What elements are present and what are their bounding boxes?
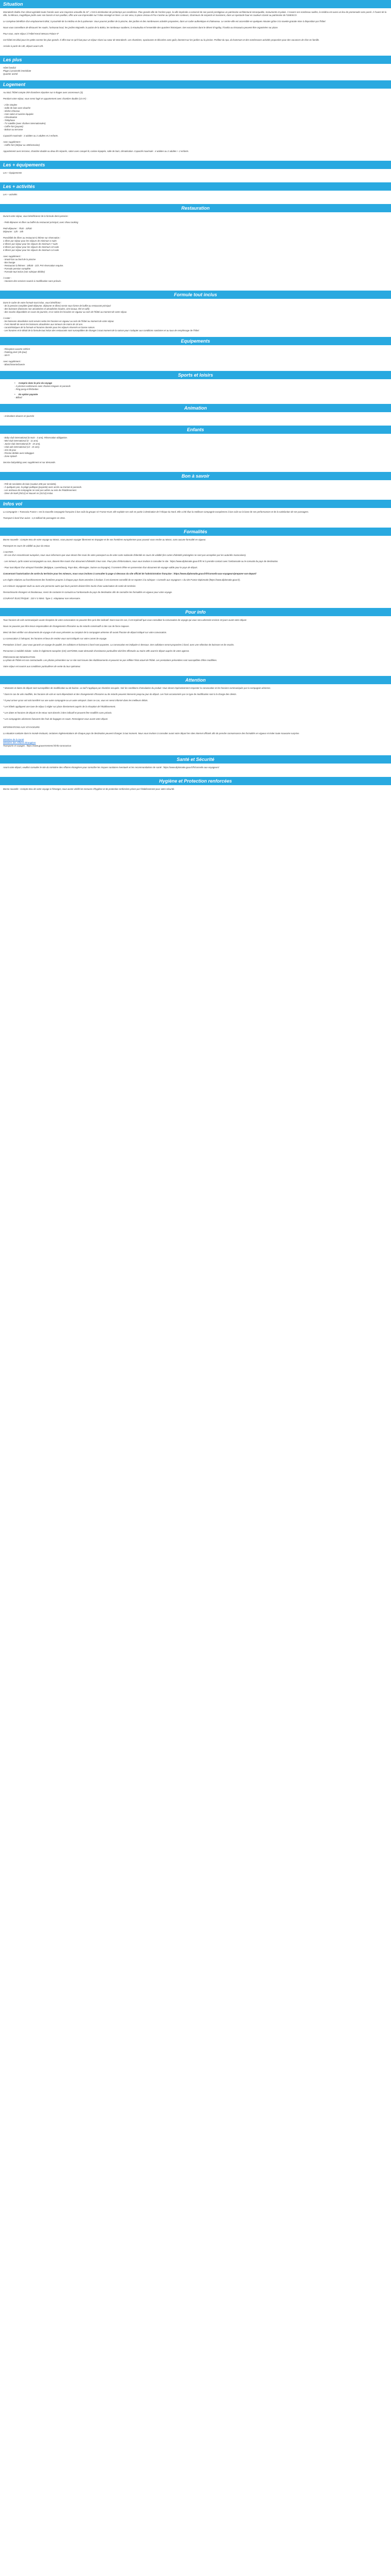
- logement-list: [3, 104, 388, 131]
- restauration-note-label: À noter :: [3, 277, 12, 279]
- section-header-logement: Logement: [0, 80, 391, 89]
- restauration-list-2: [3, 258, 388, 274]
- formalites-text-11: COURANT ÉLECTRIQUE : 220 V à 50Hz. Type C. Adaptateur non nécessaire.: [3, 597, 81, 600]
- list-item: - Club ado international (13 - 15 ans).: [3, 446, 40, 448]
- sante-text: Avant votre départ, veuillez consulter le site du ministère des Affaires étrangères pour connaître les risques sanitaires éventuels et les recommandations de santé : https://www.diplomatie.gouv.fr/fr/conseils-aux-voyageurs/: [3, 766, 219, 769]
- list-item: - À quelques pas, la plage publique (payante) avec accès au transat et parasols.: [3, 486, 82, 488]
- section-enfants: [0, 434, 391, 472]
- hygiene-text: Bonne nouvelle : Compte tenu de votre voyage à l'étranger, nous avons vérifié les mesures d'hygiène et de protection renforcées prises par l'établissement pour votre sécurité.: [3, 788, 175, 790]
- infos-voyageurs-transport: Transports et voyages : https://www.gouvernement.fr/info-coronavirus: [3, 744, 71, 747]
- sports-paid-list: [3, 396, 388, 399]
- list-item: - il est interdit de servir les boissons alcoolisées aux mineurs de moins de 18 ans.: [3, 323, 84, 326]
- plus-item: Quartier animé: [3, 73, 18, 75]
- situation-text-5: Cet hôtel est idéal pour les petits comme les plus grands. Il offre tout ce qu'il faut pour un séjour réussi au cœur de Marrakech. Les chambres, spacieuses et décorées avec goût, donnent sur les jardins ou la piscine. Profitez du spa, du hammam et des nombreuses activités proposées pour des vacances de rêve en famille.: [3, 39, 320, 41]
- formalites-text-8: Les règles relatives au franchissement des frontières propres à chaque pays étant amenées à évoluer, il est vivement conseillé de se reporter à la rubrique « Conseils aux voyageurs » du site France Diplomatie (https://www.diplomatie.gouv.fr).: [3, 579, 241, 581]
- section-header-sante: Santé et Sécurité: [0, 755, 391, 764]
- section-attention: [0, 684, 391, 755]
- section-logement: [0, 89, 391, 161]
- list-item: - Snack-bar au bord de la piscine: [3, 258, 36, 261]
- list-item: - Réception ouverte 24h/24: [3, 348, 30, 350]
- list-item: - TV satellite (avec chaînes internationales): [3, 122, 46, 125]
- activites-text: Les + activités: [3, 193, 18, 196]
- list-item: - Ping-pong et fléchettes: [14, 388, 39, 391]
- pour-info-text-9: Votre séjour est soumis aux conditions particulières de vente du tour opérateur.: [3, 665, 81, 668]
- logement-supplement: - Coffre-fort (3€/jour ou 18€/semaine): [3, 144, 40, 146]
- section-infos-vol: [0, 508, 391, 528]
- situation-text-6: Arrivée à partir de 14h, départ avant 12h.: [3, 45, 44, 47]
- section-situation: [0, 8, 391, 56]
- tout-inclus-note-label: À noter :: [3, 317, 12, 319]
- section-plus: [0, 64, 391, 80]
- pour-info-text-2: Nous ne pouvons pas être tenus responsables de changements d'horaires ou de retards consécutifs à des cas de force majeure.: [3, 625, 129, 628]
- equipements-text: Les + équipements: [3, 172, 22, 174]
- list-item: - Les horaires et le détail de la formule tout inclus des restaurants sont susceptibles de changer à tout moment de la saison pour s'adapter aux conditions sanitaires et au taux de remplissage de l'hôtel.: [3, 329, 200, 332]
- section-equip: [0, 345, 391, 371]
- equip-supplement-label: Avec supplément :: [3, 360, 22, 363]
- section-header-bon-a-savoir: Bon à savoir: [0, 472, 391, 480]
- list-item: - Parking privé (45 /jour): [3, 351, 27, 353]
- list-item: 4 dîners par séjour pour les séjours de minimum 14 nuits: [3, 249, 59, 251]
- sports-included-heading: • Compris dans le prix du voyage: [3, 382, 388, 385]
- list-item: - 2 piscines extérieures avec chaises longues et parasols: [14, 385, 71, 387]
- section-header-plus: Les plus: [0, 56, 391, 64]
- formalites-text-4: - En cas d'un ressortissant européen, nous vous informons que vous devez être muni de votre passeport ou de votre carte nationale d'identité en cours de validité (les cartes d'identité prolongées ne sont pas acceptées par les autorités marocaines).: [3, 554, 247, 556]
- section-header-pour-info: Pour info: [0, 608, 391, 616]
- list-item: - Billard: [14, 396, 22, 399]
- list-item: - de la pension complète (petit-déjeuner, déjeuner et dîner) servie sous forme de buffet au restaurant principal: [3, 304, 111, 307]
- formalites-text-5: - Les mineurs, qu'ils soient accompagnés ou non, doivent être munis d'un document d'identité à leur nom. Pour plus d'informations, nous vous invitons à consulter le site : https://www.diplomatie.gouv.fr/fr/ et à prendre contact avec l'ambassade ou le consulat du pays de destination.: [3, 560, 279, 563]
- equip-list-2: [3, 363, 388, 366]
- pour-info-text-4: La convocation à l'aéroport, les horaires et lieux de rendez-vous sont indiqués sur votre carnet de voyage.: [3, 637, 107, 640]
- list-item: - Balcon ou terrasse: [3, 128, 23, 131]
- tout-inclus-list: [3, 304, 388, 314]
- logement-text-2: Pendant votre séjour, vous serez logé en appartement avec chambre double (13 m²) :: [3, 97, 87, 100]
- section-header-equipements: Les + équipements: [0, 161, 391, 169]
- section-bon-a-savoir: [0, 480, 391, 500]
- list-item: - Téléphone: [3, 119, 15, 122]
- enfants-babysitting: Service babysitting avec supplément et sur demande.: [3, 461, 56, 464]
- situation-text-2: Le complexe bénéficie d'un emplacement idéal, à proximité de la médina et de la palmeraie. Vous pourrez profiter de la piscine, des jardins et des nombreuses activités proposées, dans un cadre authentique et chaleureux. Le centre-ville est accessible en quelques minutes grâce à la navette gratuite mise à disposition par l'hôtel.: [3, 20, 326, 23]
- section-header-sports: Sports et loisirs: [0, 371, 391, 379]
- infos-voyageurs-text: La situation sanitaire dans le monde évoluant, certaines règlementations de chaque pays de destination peuvent changer à tout moment. Nous vous invitons à consulter avant votre départ les sites internet officiels afin de prendre connaissance des formalités en vigueur et éviter toute mauvaise surprise.: [3, 732, 300, 735]
- situation-text-1: Marrakech étalée d'un climat agréable toute l'année avec une moyenne annuelle de 22°, c'est la destination de printemps par excellence. Plus grande ville de l'arrière-pays, la ville impériale a conservé de son passé prestigieux un patrimoine architectural remarquable, monuments et palais. À travers ses nombreux ruelles, la médina est aussi un lieu de promenade sans pareil. À l'ouest de la ville, la Ménara, magnifique jardin avec son bassin et son pavillon, offre une vue imprenable sur l'Atlas enneigé en hiver. Le soir venu, la place Jemaa el-Fna s'anime au rythme des conteurs, charmeurs de serpents et musiciens, dans un spectacle haut en couleurs classé au patrimoine de l'UNESCO.: [3, 11, 387, 16]
- section-animation: [0, 412, 391, 426]
- sports-paid-heading: • En option payante: [3, 393, 388, 396]
- section-equipements: [0, 169, 391, 182]
- plus-item: Plage à proximité immédiate: [3, 70, 31, 72]
- restauration-text-1: Durant votre séjour, vous bénéficierez de la formule demi-pension :: [3, 215, 69, 217]
- tout-inclus-list-2: [3, 320, 388, 332]
- section-header-hygiene: Hygiène et Protection renforcées: [0, 777, 391, 785]
- list-item: - Sèche-cheveux: [3, 110, 20, 112]
- list-item: - Piscine dédiée avec toboggan: [3, 452, 34, 454]
- attention-text-4: * Les hôtels appliquent une taxe de séjour à régler sur place directement auprès de la réception de l'établissement.: [3, 705, 116, 708]
- list-item: - Formule pension complète: [3, 267, 31, 270]
- section-pour-info: [0, 616, 391, 676]
- list-item: - Mini-club international (4 - 11 ans).: [3, 439, 39, 442]
- list-item: - Blanchisserie/laverie: [3, 363, 25, 366]
- section-header-activites: Les + activités: [0, 182, 391, 191]
- pour-info-text-8: La photo de l'hôtel est non contractuelle. Les photos présentées sur ce site sont issues des établissements et peuvent ne pas refléter l'état actuel de l'hôtel. Les prestations présentées sont susceptibles d'être modifiées.: [3, 659, 217, 662]
- list-item: 1 dîner par séjour pour les séjours de minimum 4 nuits: [3, 240, 57, 242]
- list-item: - des boissons (boissons non alcoolisées et alcoolisées locales, vins locaux, thé et café): [3, 308, 90, 310]
- restauration-list: [3, 240, 388, 252]
- pour-info-text-1: Tous horaires de vols communiqués avant réception de votre convocation ne peuvent être qu'à titre indicatif. Dans tous les cas, il est impératif que vous consultiez la convocation de voyage qui vous sera adressée environ 10 jours avant votre départ.: [3, 619, 247, 621]
- section-tout-inclus: [0, 299, 391, 337]
- list-item: - les boissons alcoolisées sont servies selon les horaires en vigueur au sein de l'hôtel au moment de votre séjour.: [3, 320, 115, 323]
- list-item: - Baby-club international (6 mois - 3 ans). Réservation obligatoire.: [3, 436, 68, 439]
- section-header-tout-inclus: Formule tout inclus: [0, 291, 391, 299]
- sports-included-list: [3, 385, 388, 391]
- pour-info-text-5: Prestations à bord : pour vous garantir un voyage de qualité, les collations et boissons à bord sont payantes. La convocation est indiquée ci-dessous. Des collations seront proposées à bord, avec une sélection de boissons et de snacks.: [3, 643, 235, 646]
- list-item: - Zone Splash: [3, 455, 17, 457]
- formalites-text-9: Les mineurs voyageant seuls ou avec une personne autre que leurs parents doivent être munis d'une autorisation de sortie de territoire.: [3, 585, 136, 587]
- section-header-situation: Situation: [0, 0, 391, 8]
- attention-text-3: * Il peut arriver qu'un vol soit transféré sur une autre compagnie ou un autre aéroport. Dans ce cas, vous en serez informé dans les meilleurs délais.: [3, 699, 148, 702]
- attention-text-1: * Montants et dates de départ sont susceptibles de modification ou de baisse. Le tarif s'applique par chambre occupée. Voir les conditions d'annulation du produit. Vous devez impérativement respecter la convocation et les horaires communiqués par la compagnie aérienne.: [3, 687, 271, 689]
- logement-supplement-label: Avec supplément :: [3, 141, 22, 143]
- tout-inclus-text-1: Dans le cadre de votre formule tout inclus, vous bénéficiez :: [3, 301, 62, 304]
- section-header-formalites: Formalités: [0, 528, 391, 536]
- list-item: - Aire de jeux: [3, 449, 17, 451]
- restauration-hours-1: Petit-déjeuner : 7h30 - 10h30: [3, 227, 32, 230]
- formalites-text-2: Passeport en cours de validité au jour du retour.: [3, 545, 51, 547]
- pour-info-text-3: Merci de bien vérifier vos documents de voyage et de vous présenter au comptoir de la compagnie aérienne 3h avant l'horaire de départ indiqué sur votre convocation.: [3, 631, 167, 634]
- list-item: 3 dîners par séjour pour les séjours de minimum 10 nuits: [3, 246, 59, 248]
- section-formalites: [0, 536, 391, 608]
- restauration-text-5: Possibilité de dîner au restaurant à thème sur réservation :: [3, 236, 61, 239]
- logement-text-6: Appartement avec terrasse, chambre double ou deux lits séparés, salon avec canapé-lit, cuisine équipée, salle de bain, climatisation. Capacité maximale : 4 adultes ou 2 adultes + 2 enfants.: [3, 150, 189, 152]
- list-item: - des snacks disponibles en cours de journée, et ce selon les horaires en vigueur au sein de l'hôtel au moment de votre séjour.: [3, 311, 127, 313]
- formalites-text-6: - Pour tout départ d'un aéroport frontalier (Belgique, Luxembourg, Pays-Bas, Allemagne, Suisse ou Espagne), il convient d'être en possession d'un document de voyage valide pour le pays de départ.: [3, 566, 198, 569]
- restauration-hours-2: Déjeuner : 12h - 15h: [3, 230, 24, 233]
- section-header-enfants: Enfants: [0, 426, 391, 434]
- formalites-note-label: À NOTER :: [3, 551, 14, 553]
- logement-capacity: Capacité maximale : 3 adultes ou 2 adultes et 2 enfants.: [3, 134, 59, 137]
- section-sante: [0, 764, 391, 777]
- attention-text-6: * Les compagnies aériennes facturent des frais de bagages en soute. Renseignez-vous avant votre départ.: [3, 718, 108, 720]
- bon-list: [3, 483, 388, 495]
- link-ministere-affaires-etrangeres[interactable]: Ministère des Affaires Étrangères: [3, 741, 36, 744]
- situation-text-4: Pour vous, votre séjour à l'Hôtel Kenzi Menara Palace 5*: [3, 32, 59, 35]
- section-header-restauration: Restauration: [0, 204, 391, 212]
- list-item: - caractéristiques de la formule et horaires donnés pour les séjours réservés en basse saison.: [3, 326, 95, 329]
- section-header-infos-vol: Infos vol: [0, 500, 391, 508]
- section-header-equip: Equipements: [0, 337, 391, 345]
- list-item: - Coin salon et cuisine équipée: [3, 113, 34, 115]
- animation-text: - Animations douces en journée: [3, 415, 35, 417]
- list-item: - Formule tout inclus (voir rubrique dédiée): [3, 270, 45, 273]
- attention-text-2: * Dans le cas de vols modifiés, les horaires de vols en sont dépendants et des changements d'horaires ou de retards peuvent intervenir jusqu'au jour du départ. Les frais occasionnés par ce type de modification sont à la charge des clients.: [3, 693, 237, 696]
- list-item: - 2 lits simples: [3, 104, 18, 106]
- section-sports: [0, 379, 391, 404]
- list-item: - Coffre-fort (payant): [3, 125, 23, 128]
- formalites-text-10: Ressortissants étrangers et binationaux, merci de contacter le consulat ou l'ambassade du pays de destination afin de connaître les formalités en vigueur pour votre voyage.: [3, 591, 173, 594]
- formalites-text-7: Concernant l'autorisation de sortie du territoire pour les mineurs, nous vous invitons à consulter la page ci-dessous du site officiel de l'administration française : https://www.diplomatie.gouv.fr/fr/conseils-aux-voyageurs/preparer-son-depart/: [3, 572, 256, 575]
- section-activites: [0, 191, 391, 204]
- situation-text-3: Nous vous conseillons de découvrir les souks, l'artisanat local, les jardins Majorelle, le palais de la Bahia, les tombeaux saadiens, la Koutoubia et l'ensemble des quartiers historiques. Des excursions dans le désert d'Agafay, l'Ourika ou Essaouira peuvent être organisées sur place.: [3, 26, 279, 29]
- infos-vol-text-2: Transport à bord d'un avion : 1,6 milliard de passagers en 2011.: [3, 517, 66, 519]
- list-item: - Les animaux de compagnie ne sont pas admis au sein de l'établissement.: [3, 489, 77, 492]
- list-item: - Salle de bain avec douche: [3, 107, 31, 109]
- list-item: - Wi-Fi: [3, 354, 10, 357]
- list-item: - Prêt de serviettes de bain (caution 20€ par serviette).: [3, 483, 57, 485]
- plus-item: Hôtel familial: [3, 66, 16, 69]
- pour-info-text-6: Personnes à mobilité réduite : selon le règlement européen (CE) 1107/2006, toute demande d'assistance particulière doit être effectuée au moins 48h avant le départ auprès de votre agence.: [3, 650, 190, 652]
- section-hygiene: [0, 785, 391, 799]
- pour-info-text-7: PRÉCISION DE RÉSERVATION: [3, 656, 36, 658]
- formalites-text-1: Bonne nouvelle : Compte tenu de votre voyage au Maroc, vous pouvez voyager librement en Espagne et de vos frontières européennes pour pouvoir vous rendre au Maroc, sans aucune formalité en vigueur.: [3, 538, 206, 541]
- link-ministere-sante[interactable]: Ministère de la Santé: [3, 738, 24, 741]
- list-item: - Restaurant à thèmes : 18h30 - 21h. Pré-réservation requise.: [3, 264, 64, 267]
- list-item: - Junior-club international (9 - 15 ans).: [3, 443, 41, 445]
- list-item: - Climatisation: [3, 116, 18, 118]
- list-item: - Diner de Noël (25/12) et Nouvel An (31/12) inclus.: [3, 492, 54, 495]
- restauration-supplement-label: Avec supplément :: [3, 255, 22, 258]
- enfants-list: [3, 436, 388, 458]
- section-header-attention: Attention: [0, 676, 391, 684]
- attention-text-5: * Les dates et horaires de départ et de retour sont donnés à titre indicatif et peuvent être modifiés sans préavis.: [3, 711, 112, 714]
- infos-vol-text-1: La compagnie « Transavia France » est la nouvelle compagnie française à bas coût du groupe Air France-KLM, elle exploite ses vols en partie à destination de l'Afrique du Nord. Elle a été élue la meilleure compagnie européenne à bas coût sur la base de ses performances et de la satisfaction de ses passagers.: [3, 511, 309, 513]
- list-item: - Bar lounge: [3, 261, 15, 264]
- infos-voyageurs-title: INFORMATIONS AUX VOYAGEURS: [3, 726, 40, 728]
- section-header-animation: Animation: [0, 404, 391, 412]
- restauration-text-2: - Petit-déjeuner et dîner au buffet du restaurant principal, avec show cooking: [3, 221, 78, 224]
- logement-text-1: Au total, l'hôtel compte 259 chambres réparties sur 6 étages avec ascenseurs (3).: [3, 91, 84, 94]
- list-item: 2 dîners par séjour pour les séjours de minimum 7 nuits: [3, 243, 58, 245]
- restauration-note: - Horaires des services soumis à modification sans préavis.: [3, 280, 61, 282]
- equip-list: [3, 348, 388, 357]
- section-restauration: [0, 212, 391, 291]
